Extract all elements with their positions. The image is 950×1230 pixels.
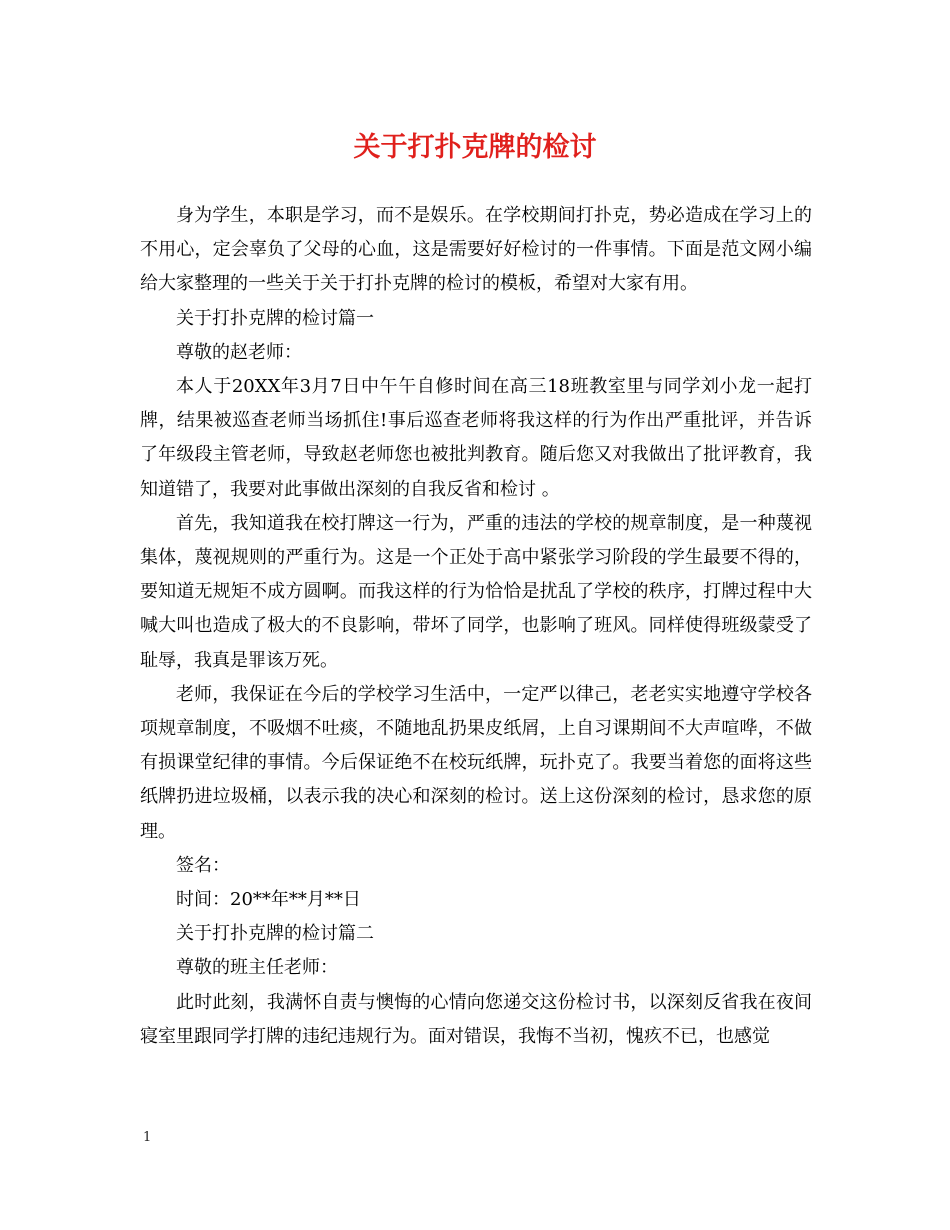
section-heading-two: 关于打扑克牌的检讨篇二 — [176, 923, 374, 945]
body-paragraph: 首先，我知道我在校打牌这一行为，严重的违法的学校的规章制度，是一种蔑视集体，蔑视规则的严重行为。这是一个正处于高中紧张学习阶段的学生最要不得的，要知道无规矩不成方圆啊。而我这样的行为恰恰是扰乱了学校的秩序，打牌过程中大喊大叫也造成了极大的不良影响，带坏了同学，也影响了班风。同样使得班级蒙受了耻辱，我真是罪该万死。 — [140, 512, 812, 671]
body-paragraph: 本人于20XX年3月7日中午午自修时间在高三18班教室里与同学刘小龙一起打牌，结果被巡查老师当场抓住!事后巡查老师将我这样的行为作出严重批评，并告诉了年级段主管老师，导致赵老师您也被批判教育。随后您又对我做出了批评教育，我知道错了，我要对此事做出深刻的自我反省和检讨 。 — [140, 376, 812, 500]
signature-line: 签名： — [176, 854, 230, 876]
body-paragraph: 此时此刻，我满怀自责与懊悔的心情向您递交这份检讨书，以深刻反省我在夜间寝室里跟同学打牌的违纪违规行为。面对错误，我悔不当初，愧疚不已，也感觉 — [140, 991, 812, 1047]
section-heading-one: 关于打扑克牌的检讨篇一 — [176, 307, 374, 329]
salutation-two: 尊敬的班主任老师： — [176, 957, 338, 979]
page-number: 1 — [143, 1130, 152, 1145]
document-title: 关于打扑克牌的检讨 — [353, 132, 597, 163]
body-paragraph: 老师，我保证在今后的学校学习生活中，一定严以律己，老老实实地遵守学校各项规章制度，不吸烟不吐痰，不随地乱扔果皮纸屑，上自习课期间不大声喧哗，不做有损课堂纪律的事情。今后保证绝不在校玩纸牌，玩扑克了。我要当着您的面将这些纸牌扔进垃圾桶，以表示我的决心和深刻的检讨。送上这份深刻的检讨，恳求您的原理。 — [140, 683, 812, 842]
intro-paragraph: 身为学生，本职是学习，而不是娱乐。在学校期间打扑克，势必造成在学习上的不用心，定会辜负了父母的心血，这是需要好好检讨的一件事情。下面是范文网小编给大家整理的一些关于关于打扑克牌的检讨的模板，希望对大家有用。 — [140, 205, 812, 295]
document-body — [140, 199, 812, 1054]
salutation-one: 尊敬的赵老师： — [176, 341, 302, 363]
date-line: 时间：20**年**月**日 — [176, 889, 361, 911]
